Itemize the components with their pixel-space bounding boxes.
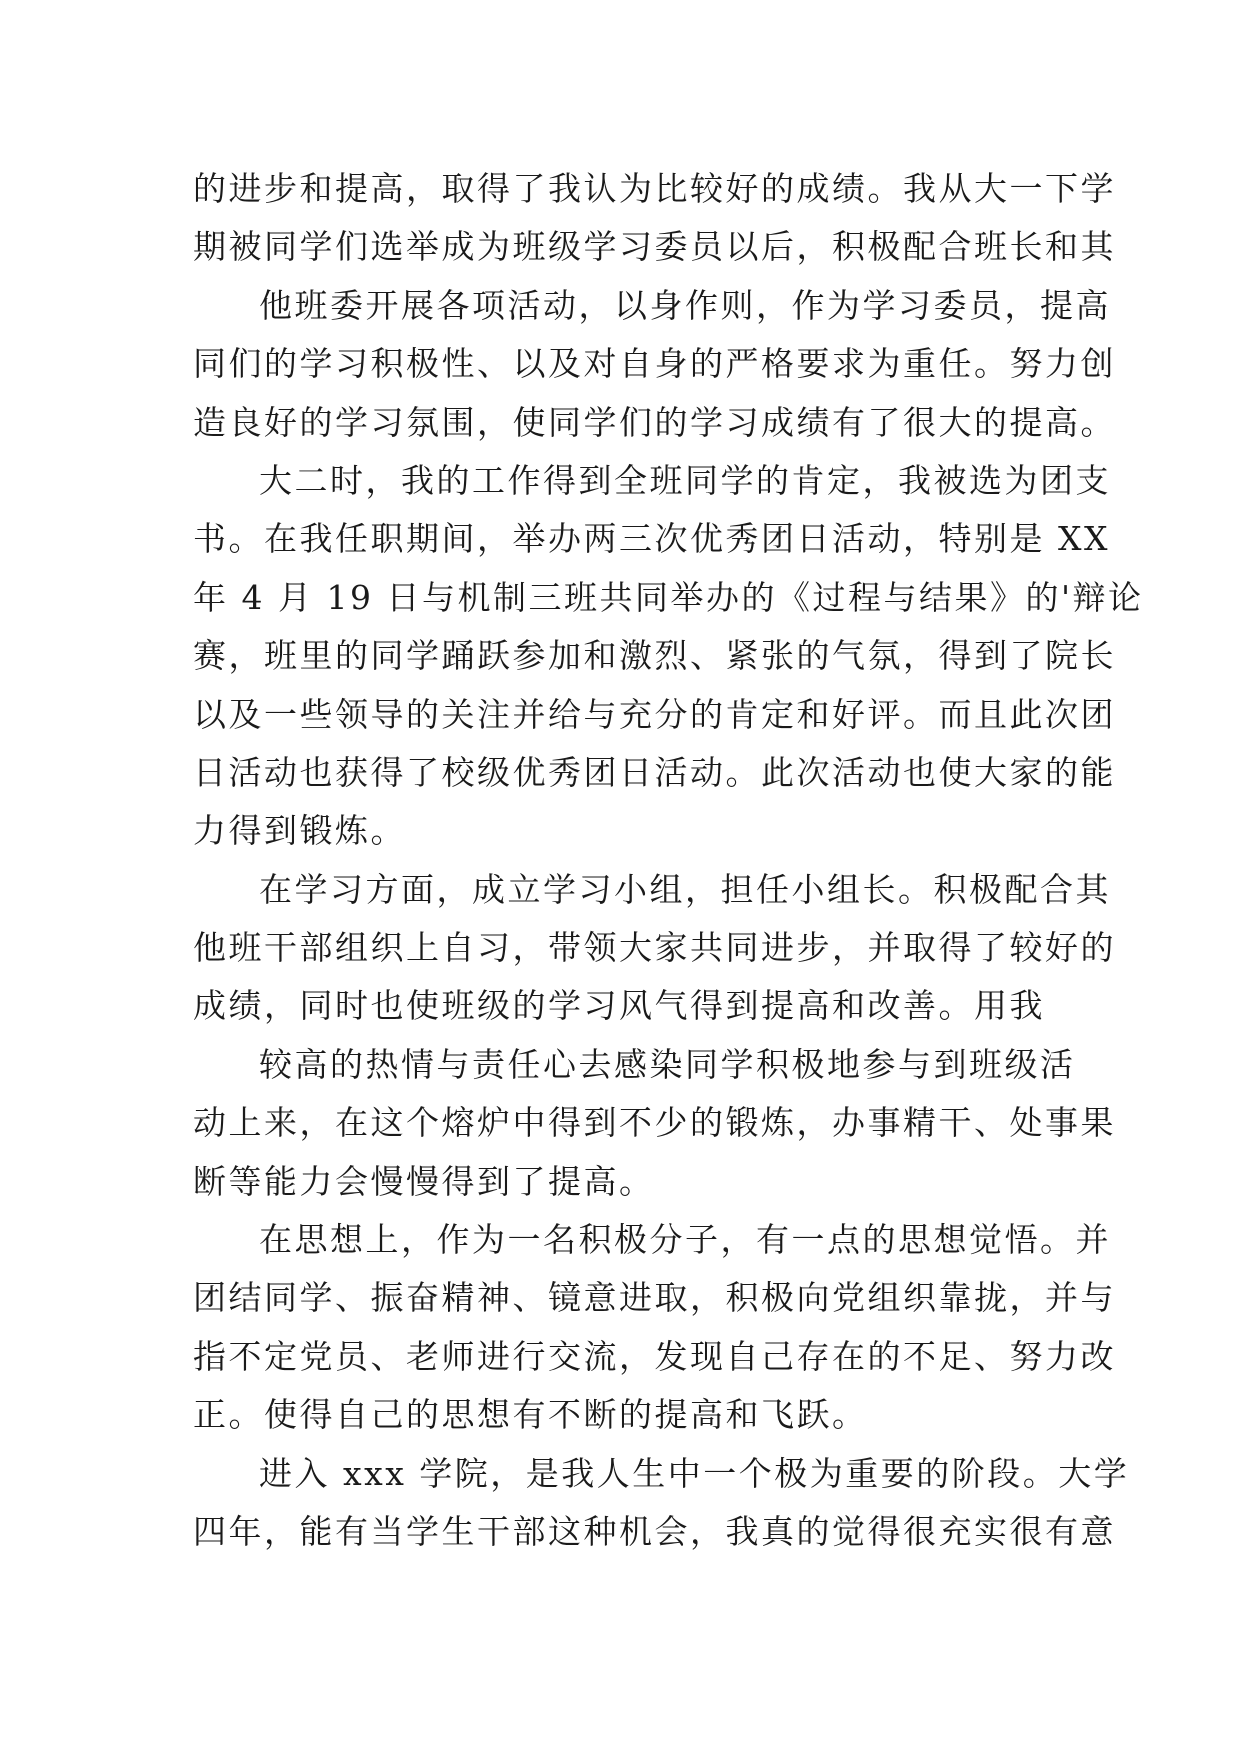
paragraph-start-line: 大二时，我的工作得到全班同学的肯定，我被选为团支	[259, 460, 1111, 500]
text-line: 成绩，同时也使班级的学习风气得到提高和改善。用我	[193, 986, 1045, 1026]
paragraph-start-line: 在学习方面，成立学习小组，担任小组长。积极配合其	[259, 869, 1111, 909]
body-text	[193, 160, 1144, 1561]
paragraph-start-line: 在思想上，作为一名积极分子，有一点的思想觉悟。并	[259, 1220, 1111, 1260]
text-line: 同们的学习积极性、以及对自身的严格要求为重任。努力创	[193, 344, 1116, 384]
text-line: 期被同学们选举成为班级学习委员以后，积极配合班长和其	[193, 227, 1116, 267]
text-line: 年 4 月 19 日与机制三班共同举办的《过程与结果》的'辩论	[193, 577, 1144, 617]
paragraph-start-line: 进入 xxx 学院，是我人生中一个极为重要的阶段。大学	[259, 1453, 1130, 1493]
text-line: 团结同学、振奋精神、镜意进取，积极向党组织靠拢，并与	[193, 1278, 1116, 1318]
text-line: 较高的热情与责任心去感染同学积极地参与到班级活	[259, 1044, 1076, 1084]
text-line: 力得到锻炼。	[193, 811, 406, 851]
text-line: 指不定党员、老师进行交流，发现自己存在的不足、努力改	[193, 1336, 1116, 1376]
text-line: 他班干部组织上自习，带领大家共同进步，并取得了较好的	[193, 928, 1116, 968]
text-line: 动上来，在这个熔炉中得到不少的锻炼，办事精干、处事果	[193, 1103, 1116, 1143]
text-line: 书。在我任职期间，举办两三次优秀团日活动，特别是 XX	[193, 519, 1110, 559]
text-line: 日活动也获得了校级优秀团日活动。此次活动也使大家的能	[193, 752, 1116, 792]
text-line: 四年，能有当学生干部这种机会，我真的觉得很充实很有意	[193, 1511, 1116, 1551]
text-line: 他班委开展各项活动，以身作则，作为学习委员，提高	[259, 285, 1111, 325]
text-line: 的进步和提高，取得了我认为比较好的成绩。我从大一下学	[193, 169, 1116, 208]
text-line: 赛，班里的同学踊跃参加和激烈、紧张的气氛，得到了院长	[193, 636, 1116, 676]
text-line: 正。使得自己的思想有不断的提高和飞跃。	[193, 1395, 868, 1435]
text-line: 以及一些领导的关注并给与充分的肯定和好评。而且此次团	[193, 694, 1116, 734]
text-line: 断等能力会慢慢得到了提高。	[193, 1161, 655, 1201]
text-line: 造良好的学习氛围，使同学们的学习成绩有了很大的提高。	[193, 402, 1116, 442]
